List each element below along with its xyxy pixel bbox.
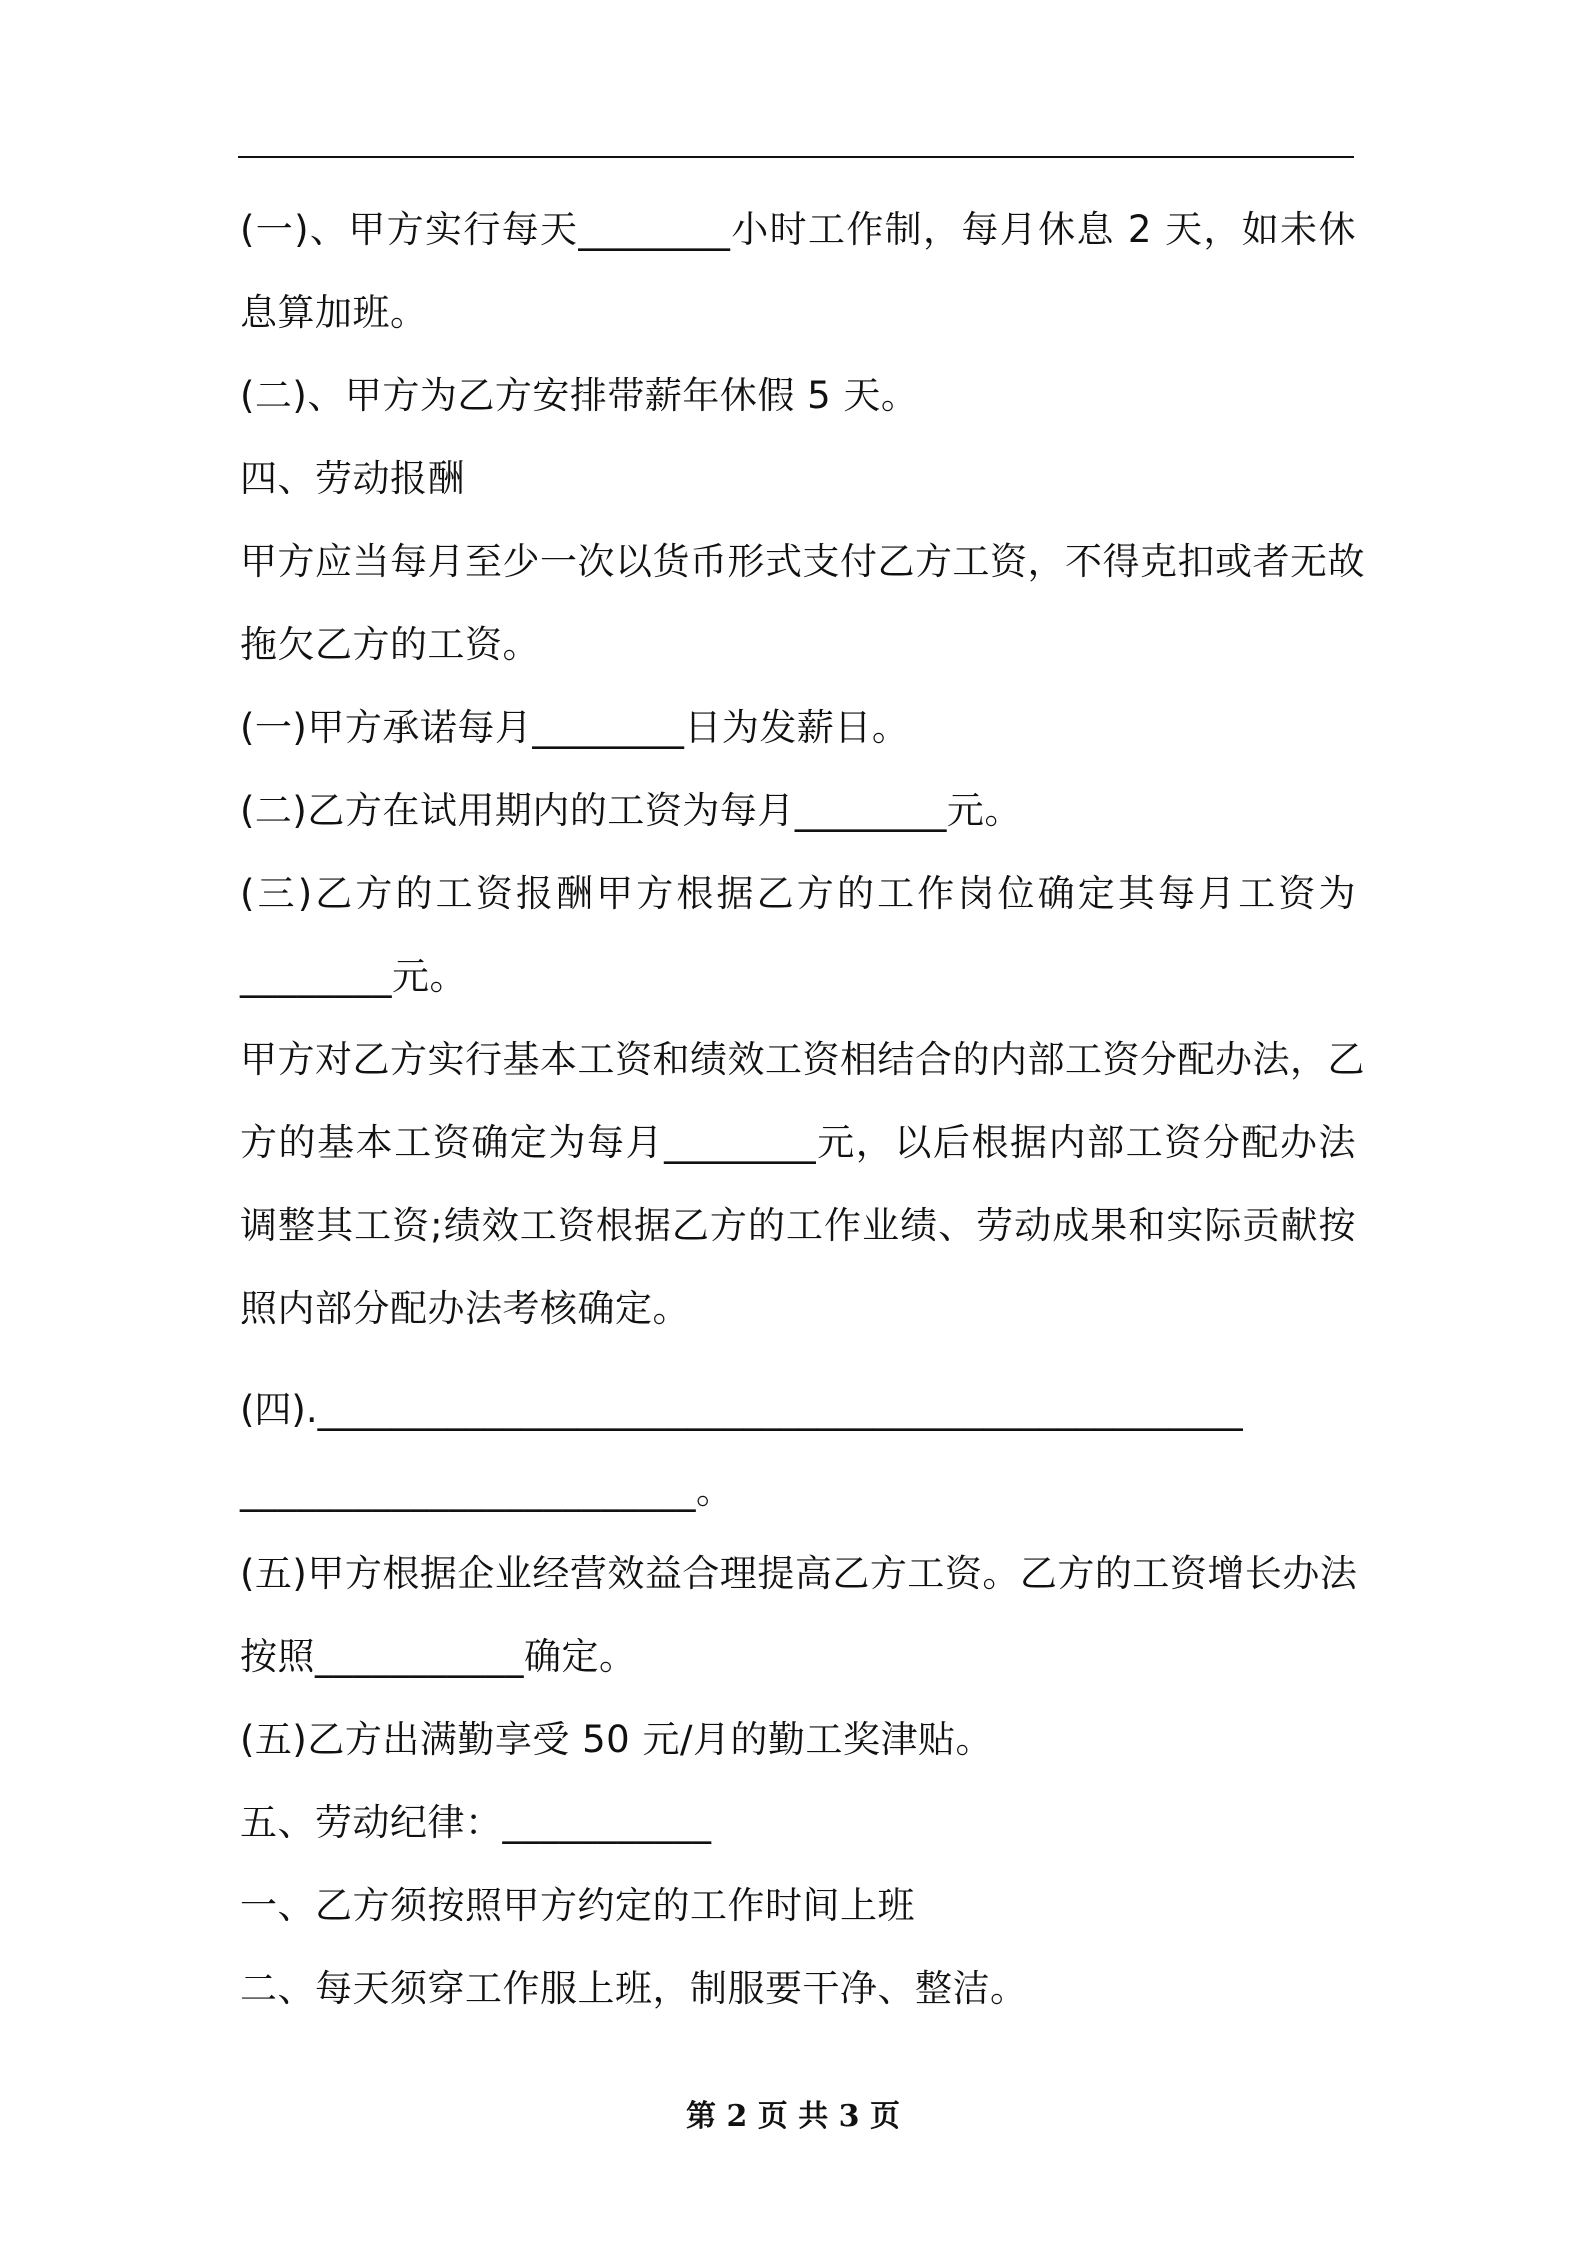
section-heading-discipline: 五、劳动纪律：___________: [240, 1801, 712, 1844]
clause-working-hours: (一)、甲方实行每天________小时工作制，每月休息 2 天，如未休: [240, 208, 1356, 251]
clause-salary-increase: (五)甲方根据企业经营效益合理提高乙方工资。乙方的工资增长办法: [240, 1552, 1358, 1595]
discipline-item-2: 二、每天须穿工作服上班，制服要干净、整洁。: [240, 1967, 1028, 2010]
clause-four-blank-cont: ________________________。: [240, 1469, 734, 1512]
paragraph-salary-method-3: 调整其工资;绩效工资根据乙方的工作业绩、劳动成果和实际贡献按: [240, 1204, 1356, 1247]
clause-four-blank: (四).__________________________________________________: [240, 1388, 1243, 1431]
clause-salary-increase-cont: 按照___________确定。: [240, 1635, 637, 1678]
clause-monthly-salary-cont: ________元。: [240, 955, 467, 998]
header-rule: [238, 156, 1354, 158]
clause-working-hours-cont: 息算加班。: [240, 291, 428, 334]
paragraph-salary-method-4: 照内部分配办法考核确定。: [240, 1287, 690, 1330]
paragraph-payment-cont: 拖欠乙方的工资。: [240, 623, 540, 666]
paragraph-salary-method-2: 方的基本工资确定为每月________元，以后根据内部工资分配办法: [240, 1121, 1356, 1164]
clause-probation-salary: (二)乙方在试用期内的工资为每月________元。: [240, 789, 1022, 832]
page-number: 第 2 页 共 3 页: [686, 2099, 900, 2134]
clause-payday: (一)甲方承诺每月________日为发薪日。: [240, 706, 910, 749]
clause-annual-leave: (二)、甲方为乙方安排带薪年休假 5 天。: [240, 374, 919, 417]
clause-monthly-salary: (三)乙方的工资报酬甲方根据乙方的工作岗位确定其每月工资为: [240, 872, 1356, 915]
section-heading-remuneration: 四、劳动报酬: [240, 457, 465, 500]
clause-attendance-bonus: (五)乙方出满勤享受 50 元/月的勤工奖津贴。: [240, 1718, 993, 1761]
paragraph-payment: 甲方应当每月至少一次以货币形式支付乙方工资，不得克扣或者无故: [240, 540, 1365, 583]
discipline-item-1: 一、乙方须按照甲方约定的工作时间上班: [240, 1884, 915, 1927]
paragraph-salary-method: 甲方对乙方实行基本工资和绩效工资相结合的内部工资分配办法，乙: [240, 1038, 1365, 1081]
